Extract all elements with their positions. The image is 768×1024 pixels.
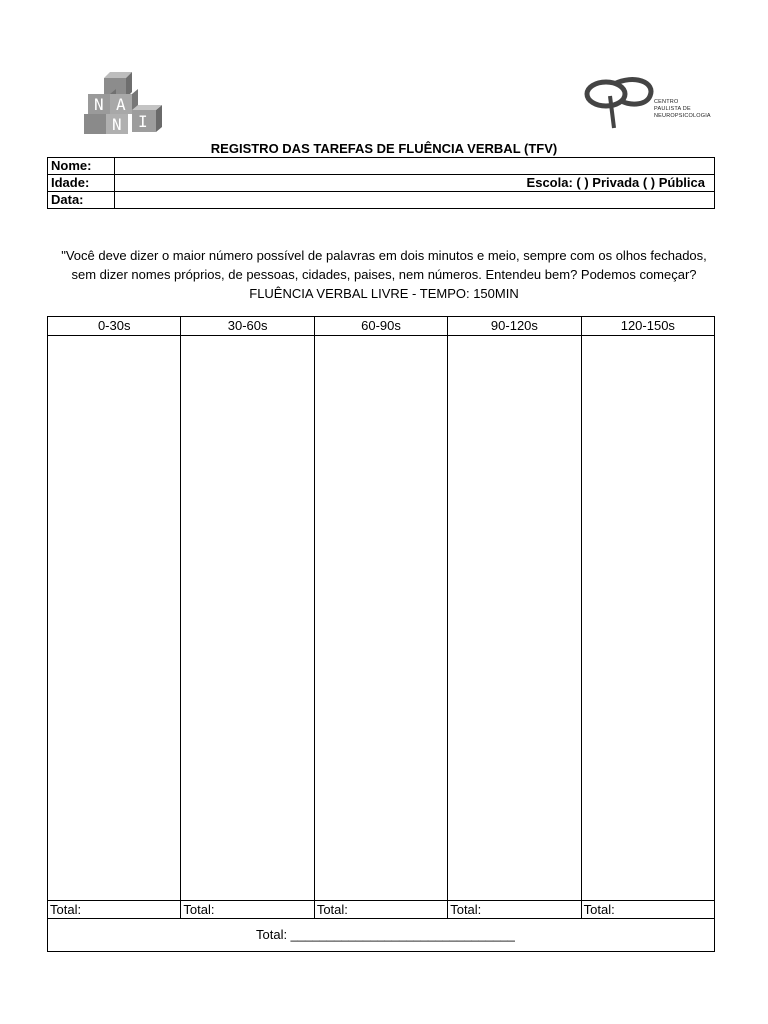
nani-letter-4: I <box>138 112 148 131</box>
column-header: 30-60s <box>181 317 314 335</box>
cpn-line-2: PAULISTA DE <box>654 106 691 112</box>
column-total[interactable]: Total: <box>181 901 314 918</box>
column-totals-row <box>48 901 714 919</box>
escola-field[interactable]: Escola: ( ) Privada ( ) Pública <box>115 175 715 192</box>
patient-info-table <box>47 157 715 209</box>
grand-total-field[interactable]: Total: _______________________________ <box>256 927 515 942</box>
grand-total-row <box>48 919 714 951</box>
nome-label: Nome: <box>48 158 115 175</box>
nome-field[interactable] <box>115 158 715 175</box>
data-label: Data: <box>48 192 115 209</box>
column-header: 120-150s <box>620 318 675 333</box>
document-title: REGISTRO DAS TAREFAS DE FLUÊNCIA VERBAL (TFV) <box>210 141 558 156</box>
column-header: 0-30s <box>48 317 181 335</box>
nome-row <box>48 158 715 175</box>
instructions-line-2: sem dizer nomes próprios, de pessoas, cidades, paises, nem números. Entendeu bem? Podemos começar? <box>71 267 697 282</box>
data-field[interactable] <box>115 192 715 209</box>
fluency-grid <box>47 316 715 952</box>
column-total[interactable]: Total: <box>583 902 615 917</box>
data-row <box>48 192 715 209</box>
instructions-line-1: "Você deve dizer o maior número possível de palavras em dois minutos e meio, sempre com os olhos fechados, <box>61 248 707 263</box>
cpn-line-1: CENTRO <box>654 99 679 105</box>
idade-row <box>48 175 715 192</box>
word-entry-column-4[interactable] <box>448 336 581 900</box>
nani-letter-1: N <box>94 95 104 114</box>
cpn-line-3: NEUROPSICOLOGIA <box>654 113 711 119</box>
word-entry-row <box>48 336 714 901</box>
nani-letter-3: N <box>112 115 122 134</box>
column-total[interactable]: Total: <box>448 901 581 918</box>
idade-label: Idade: <box>48 175 115 192</box>
word-entry-column-5[interactable] <box>582 336 714 900</box>
cpn-logo-text <box>654 99 711 120</box>
instructions-line-3: FLUÊNCIA VERBAL LIVRE - TEMPO: 150MIN <box>249 286 519 301</box>
nani-logo <box>82 72 166 136</box>
word-entry-column-2[interactable] <box>181 336 314 900</box>
column-header: 60-90s <box>315 317 448 335</box>
column-total[interactable]: Total: <box>315 901 448 918</box>
word-entry-column-1[interactable] <box>48 336 181 900</box>
column-header-row <box>48 317 714 336</box>
word-entry-column-3[interactable] <box>315 336 448 900</box>
instructions <box>0 246 768 303</box>
column-total[interactable]: Total: <box>48 901 181 918</box>
column-header: 90-120s <box>448 317 581 335</box>
nani-letter-2: A <box>116 95 126 114</box>
